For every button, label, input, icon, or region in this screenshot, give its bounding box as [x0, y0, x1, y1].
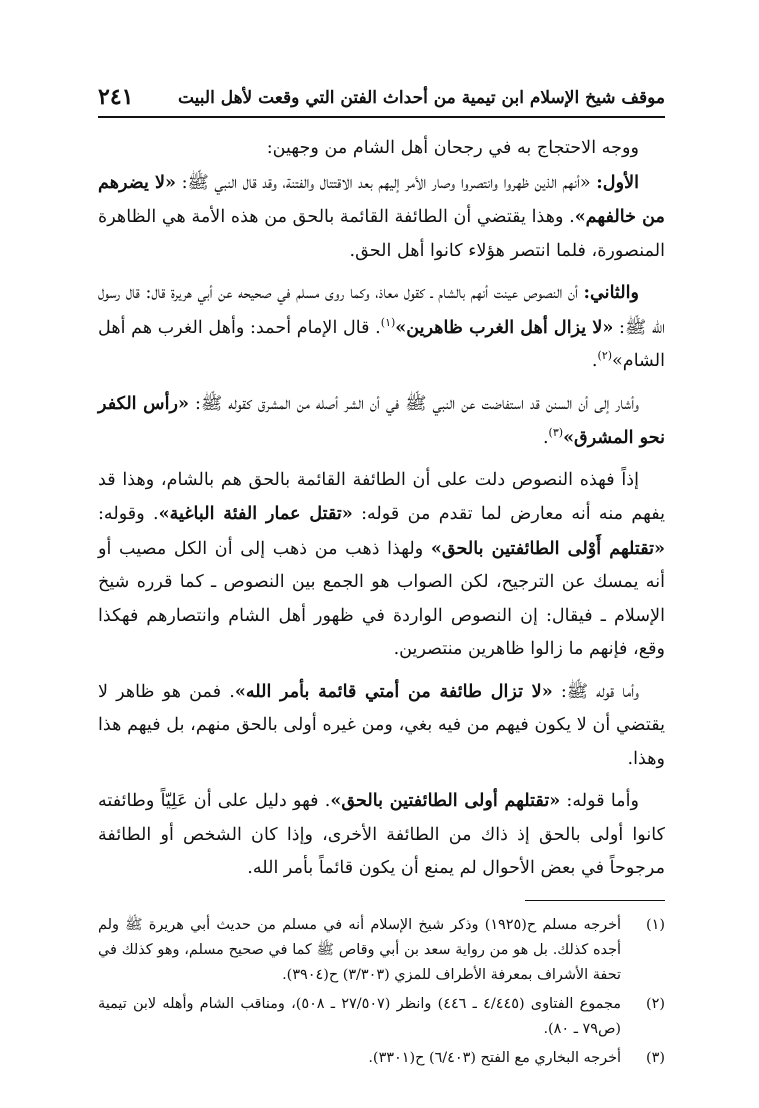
text: . فمن هو ظاهر لا يقتضي أن لا يكون فيهم من فيه بغي، ومن غيره أولى بالحق منهم، بل فيهم هذا وهذا.: [98, 681, 665, 769]
hadith-quote: «لا تزال طائفة من أمتي قائمة بأمر الله»: [234, 680, 553, 702]
page-number: ٢٤١: [98, 84, 134, 110]
text: ولهذا ذهب من ذهب إلى أن الكل مصيب أو أنه يمسك عن الترجيح، لكن الصواب هو الجمع بين النصوص ـ كما قرره شيخ الإسلام ـ فيقال: إن النصوص الواردة في ظهور أهل الشام وانتصارهم فهكذا وقع، فإنهم ما زالوا ظاهرين منتصرين.: [98, 538, 665, 659]
hadith-quote: «لا يضرهم من خالفهم»: [98, 171, 665, 227]
text: .: [542, 428, 549, 448]
text: . وقوله:: [98, 504, 159, 524]
text: وأما قوله:: [560, 791, 639, 811]
hadith-quote: «لا يزال أهل الغرب ظاهرين»: [395, 316, 614, 338]
footnote-number: (٢): [646, 995, 665, 1012]
paragraph-2: [98, 166, 665, 269]
footnote-text: أخرجه البخاري مع الفتح (٦/٤٠٣) ح(٣٣٠١).: [368, 1049, 621, 1066]
hadith-quote: «رأس الكفر نحو المشرق»: [98, 392, 665, 448]
book-page: [98, 82, 665, 1082]
paragraph-1: [98, 132, 665, 166]
text: «أنهم الذين ظهروا وانتصروا وصار الأمر إليهم بعد الاقتتال والفتنة، وقد قال النبي ﷺ:: [176, 172, 597, 193]
label-second: والثاني:: [583, 282, 639, 303]
header-title: موقف شيخ الإسلام ابن تيمية من أحداث الفتن التي وقعت لأهل البيت: [177, 88, 665, 108]
running-header: [98, 82, 665, 118]
footnote-ref: (٣): [548, 426, 564, 440]
text: . وهذا يقتضي أن الطائفة القائمة بالحق من هذه الأمة هي الظاهرة المنصورة، فلما انتصر هؤلاء كانوا أهل الحق.: [98, 207, 665, 261]
text: إذاً فهذه النصوص دلت على أن الطائفة القائمة بالحق هم بالشام، وهذا قد يفهم منه أنه معارض لما تقدم من قوله:: [98, 469, 665, 524]
footnote-number: (٣): [646, 1049, 665, 1066]
footnote-text: أخرجه مسلم ح(١٩٢٥) وذكر شيخ الإسلام أنه في مسلم من حديث أبي هريرة ﷺ ولم أجده كذلك. بل هو من رواية سعد بن أبي وقاص ﷺ كما في صحيح مسلم، وهو كذلك في تحفة الأشراف بمعرفة الأطراف للمزي (٣/٣٠٣) ح(٣٩٠٤).: [98, 916, 621, 983]
text: أن النصوص عينت أنهم بالشام ـ كقول معاذ، وكما روى مسلم في صحيحه عن أبي هريرة قال: قال رسول الله ﷺ:: [98, 283, 666, 338]
paragraph-3: [98, 276, 665, 379]
footnote-number: (١): [646, 916, 665, 933]
text: ووجه الاحتجاج به في رجحان أهل الشام من وجهين:: [266, 138, 639, 158]
text: .: [591, 351, 598, 371]
footnote-3: [98, 1046, 665, 1071]
paragraph-5: [98, 464, 665, 667]
hadith-quote: «تقتلهم أولى الطائفتين بالحق»: [330, 790, 561, 811]
footnote-1: [98, 913, 665, 988]
footnote-2: [98, 992, 665, 1042]
main-text: [98, 132, 665, 1071]
footnote-divider: [525, 900, 665, 901]
footnote-text: مجموع الفتاوى (٤/٤٤٥ ـ ٤٤٦) وانظر (٢٧/٥٠٧ ـ ٥٠٨)، ومناقب الشام وأهله لابن تيمية (ص٧٩ ـ ٨٠).: [98, 995, 621, 1037]
footnote-ref: (١): [380, 315, 396, 329]
hadith-quote: «تقتل عمار الفئة الباغية»: [158, 503, 353, 524]
paragraph-4: [98, 387, 665, 456]
hadith-quote: «تقتلهم أَوْلى الطائفتين بالحق»: [430, 537, 665, 559]
text: . فهو دليل على أن عَلِيّاً وطائفته كانوا أولى بالحق إذ ذاك من الطائفة الأخرى، وإذا كان الشخص أو الطائفة مرجوحاً في بعض الأحوال لم يمنع أن يكون قائماً بأمر الله.: [98, 791, 665, 878]
text: وأشار إلى أن السنن قد استفاضت عن النبي ﷺ في أن الشر أصله من المشرق كقوله ﷺ:: [189, 393, 639, 414]
paragraph-7: [98, 784, 665, 886]
paragraph-6: [98, 675, 665, 777]
footnotes: [98, 913, 665, 1071]
text: . قال الإمام أحمد: وأهل الغرب هم أهل الشام»: [98, 317, 665, 371]
label-first: الأول:: [596, 171, 639, 193]
footnote-ref: (٢): [597, 349, 613, 363]
text: وأما قوله ﷺ:: [552, 681, 639, 702]
